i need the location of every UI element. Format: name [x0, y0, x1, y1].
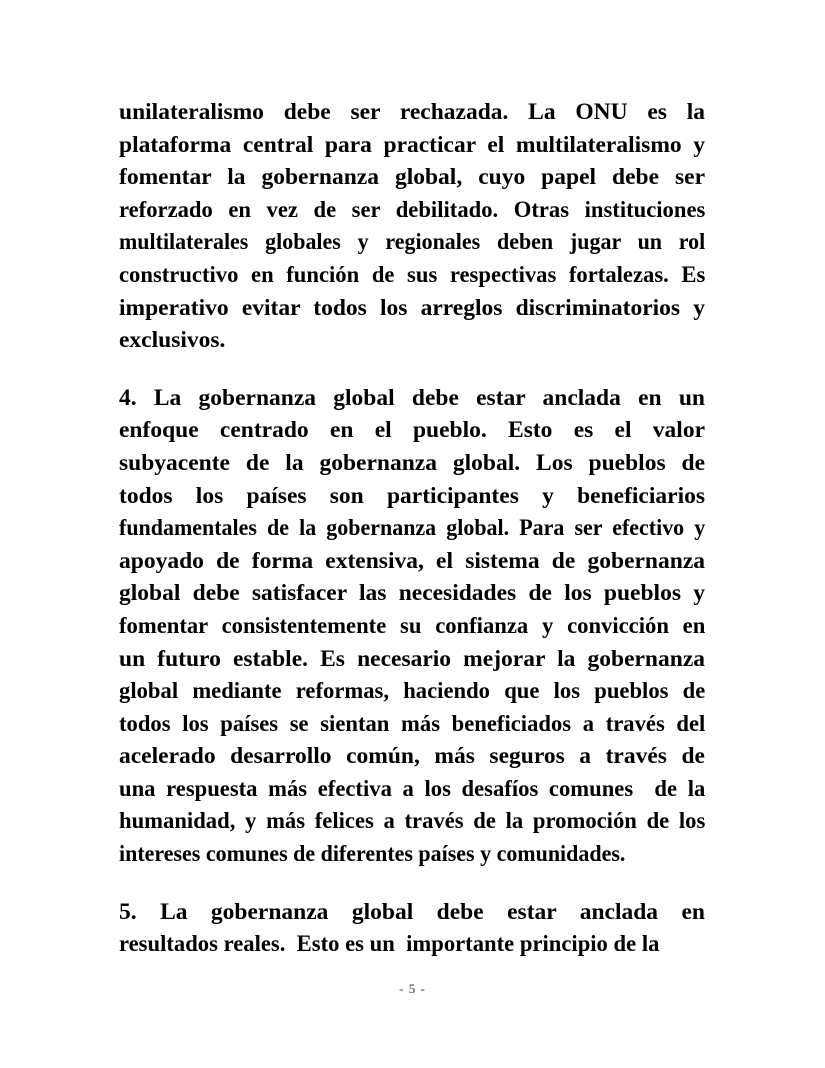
text-line: todos los países son participantes y beneficiarios [119, 482, 705, 509]
text-line: unilateralismo debe ser rechazada. La ONU es la [119, 99, 705, 125]
paragraph-continued [119, 96, 705, 357]
text-line: subyacente de la gobernanza global. Los pueblos de [119, 449, 705, 476]
text-line: fomentar la gobernanza global, cuyo papel debe ser [119, 164, 705, 191]
text-line: acelerado desarrollo común, más seguros a través de [119, 743, 705, 770]
text-line: plataforma central para practicar el multilateralismo y [119, 131, 705, 158]
text-line: 4. La gobernanza global debe estar anclada en un [119, 384, 705, 411]
body-text-column [119, 96, 705, 961]
text-line: una respuesta más efectiva a los desafíos comunes de la [119, 775, 706, 802]
text-line: multilaterales globales y regionales deben jugar un rol [119, 229, 706, 256]
text-line: 5. La gobernanza global debe estar anclada en [119, 898, 705, 925]
text-line: reforzado en vez de ser debilitado. Otras instituciones [119, 196, 706, 223]
paragraph-4 [119, 382, 705, 871]
paragraph-5 [119, 896, 705, 961]
text-line: resultados reales. Esto es un importante principio de la [119, 931, 660, 958]
text-line: global debe satisfacer las necesidades de los pueblos y [119, 580, 705, 607]
text-line: exclusivos. [119, 327, 226, 354]
text-line: enfoque centrado en el pueblo. Esto es el valor [119, 417, 705, 444]
text-line: todos los países se sientan más beneficiados a través del [119, 710, 706, 737]
text-line: fundamentales de la gobernanza global. Para ser efectivo y [119, 515, 706, 542]
text-line: apoyado de forma extensiva, el sistema de gobernanza [119, 547, 705, 574]
text-line: un futuro estable. Es necesario mejorar la gobernanza [119, 645, 705, 672]
page-number-footer: - 5 - [399, 981, 426, 996]
text-line: fomentar consistentemente su confianza y convicción en [119, 612, 706, 639]
text-line: global mediante reformas, haciendo que los pueblos de [119, 678, 706, 705]
text-line: imperativo evitar todos los arreglos discriminatorios y [119, 294, 705, 321]
text-line: humanidad, y más felices a través de la promoción de los [119, 808, 706, 835]
text-line: intereses comunes de diferentes países y comunidades. [119, 841, 626, 868]
text-line: constructivo en función de sus respectivas fortalezas. Es [119, 261, 706, 288]
